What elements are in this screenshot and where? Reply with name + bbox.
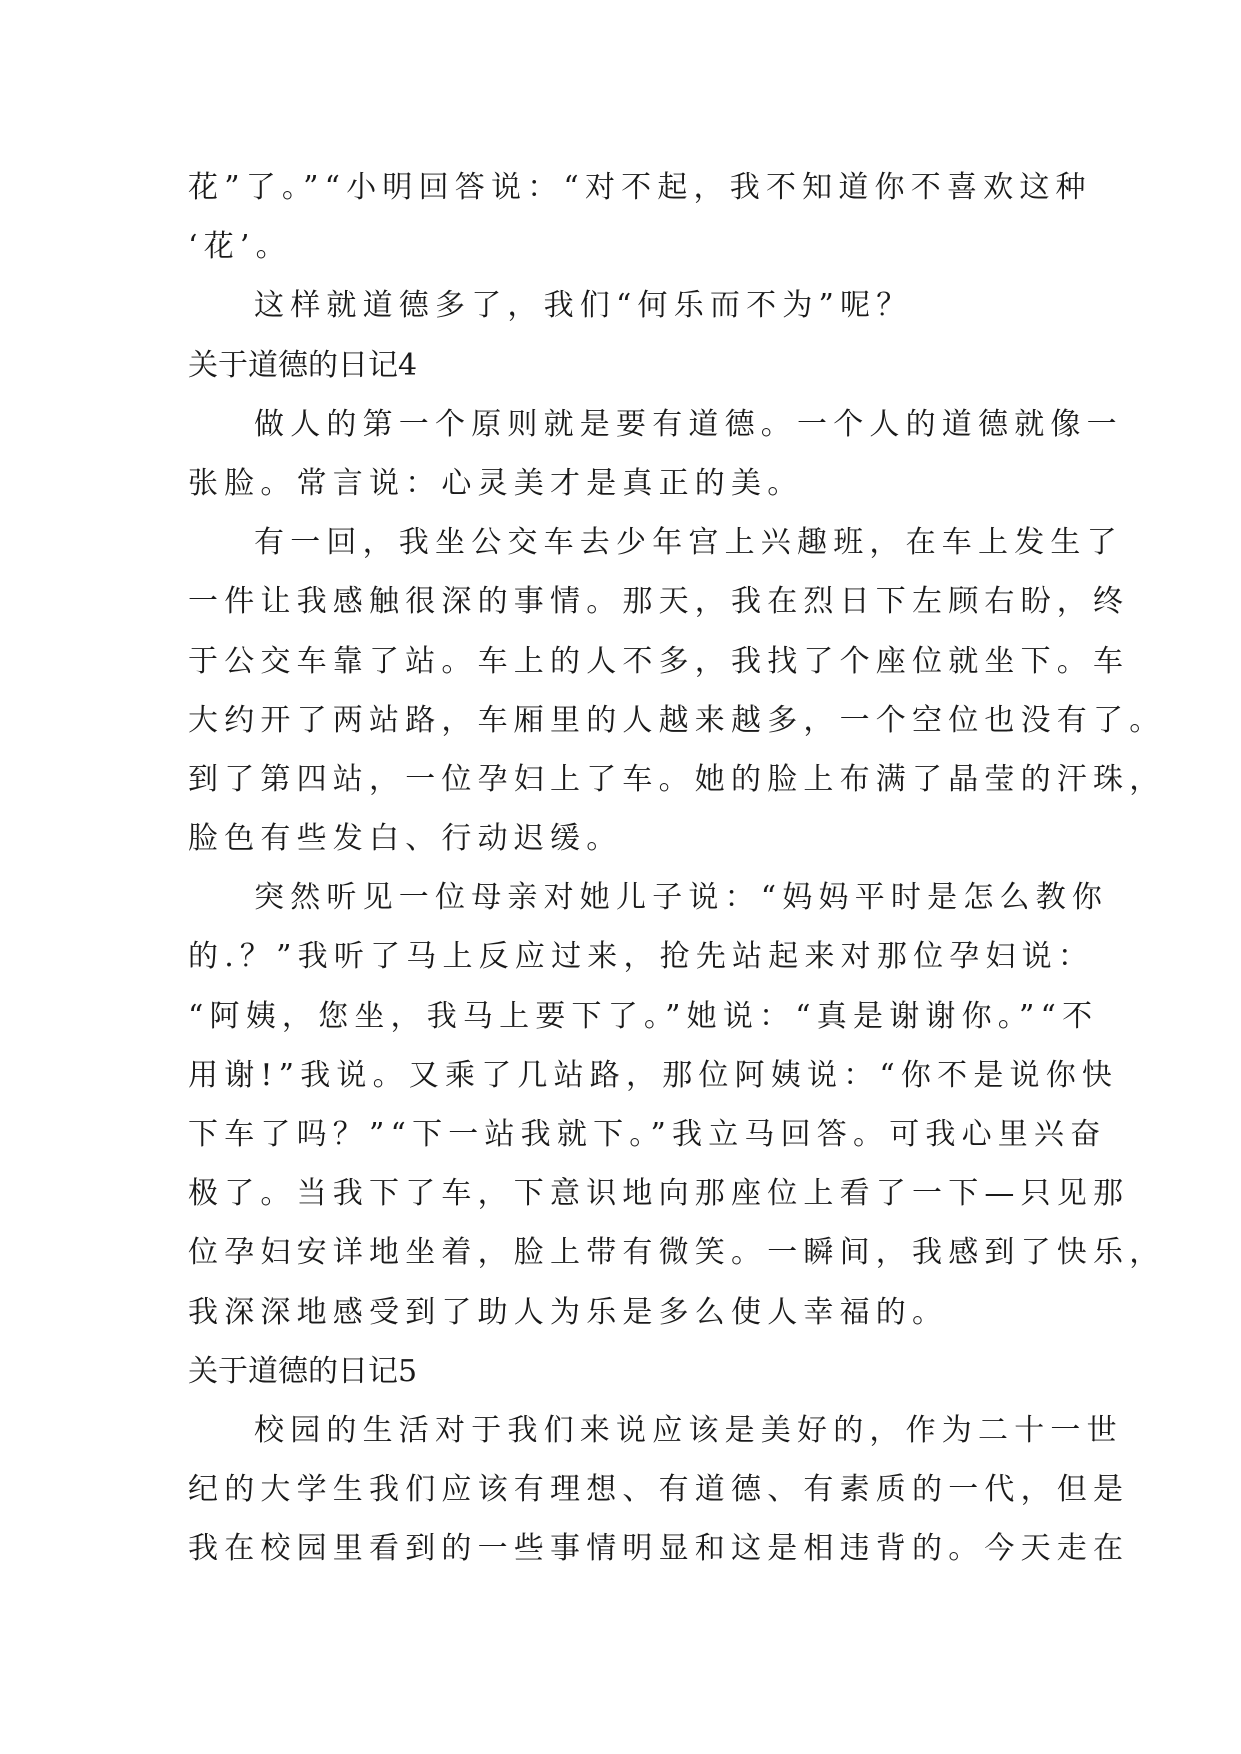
text-line: 一件让我感触很深的事情。那天，我在烈日下左顾右盼，终 xyxy=(188,584,1130,620)
text-line: 位孕妇安详地坐着，脸上带有微笑。一瞬间，我感到了快乐， xyxy=(188,1235,1166,1271)
text-line: 我在校园里看到的一些事情明显和这是相违背的。今天走在 xyxy=(188,1531,1130,1567)
text-line: 脸色有些发白、行动迟缓。 xyxy=(188,821,623,857)
text-line: 我深深地感受到了助人为乐是多么使人幸福的。 xyxy=(188,1294,949,1330)
paragraph-start: 这样就道德多了，我们“何乐而不为”呢？ xyxy=(254,288,913,324)
paragraph-start: 做人的第一个原则就是要有道德。一个人的道德就像一 xyxy=(254,406,1123,442)
paragraph-start: 校园的生活对于我们来说应该是美好的，作为二十一世 xyxy=(254,1412,1123,1448)
text-line: 用谢!”我说。又乘了几站路，那位阿姨说：“你不是说你快 xyxy=(188,1057,1119,1093)
text-line: 极了。当我下了车，下意识地向那座位上看了一下—只见那 xyxy=(188,1176,1130,1212)
text-line: “阿姨，您坐，我马上要下了。”她说：“真是谢谢你。”“不 xyxy=(188,998,1099,1034)
text-line: 于公交车靠了站。车上的人不多，我找了个座位就坐下。车 xyxy=(188,643,1130,679)
text-line: 到了第四站，一位孕妇上了车。她的脸上布满了晶莹的汗珠， xyxy=(188,761,1166,797)
text-line: 花”了。”“小明回答说：“对不起，我不知道你不喜欢这种 xyxy=(188,170,1092,205)
paragraph-start: 突然听见一位母亲对她儿子说：“妈妈平时是怎么教你 xyxy=(254,880,1109,916)
section-heading-4: 关于道德的日记4 xyxy=(188,347,418,383)
paragraph-start: 有一回，我坐公交车去少年宫上兴趣班，在车上发生了 xyxy=(254,525,1123,561)
text-line: 纪的大学生我们应该有理想、有道德、有素质的一代，但是 xyxy=(188,1472,1130,1508)
text-line: ‘花’。 xyxy=(188,229,292,265)
document-page xyxy=(188,158,1166,1579)
section-heading-5: 关于道德的日记5 xyxy=(188,1353,418,1389)
text-line: 张脸。常言说：心灵美才是真正的美。 xyxy=(188,465,804,501)
text-line: 的.？”我听了马上反应过来，抢先站起来对那位孕妇说： xyxy=(188,939,1095,975)
text-line: 下车了吗？”“下一站我就下。”我立马回答。可我心里兴奋 xyxy=(188,1117,1107,1152)
text-line: 大约开了两站路，车厢里的人越来越多，一个空位也没有了。 xyxy=(188,702,1166,738)
